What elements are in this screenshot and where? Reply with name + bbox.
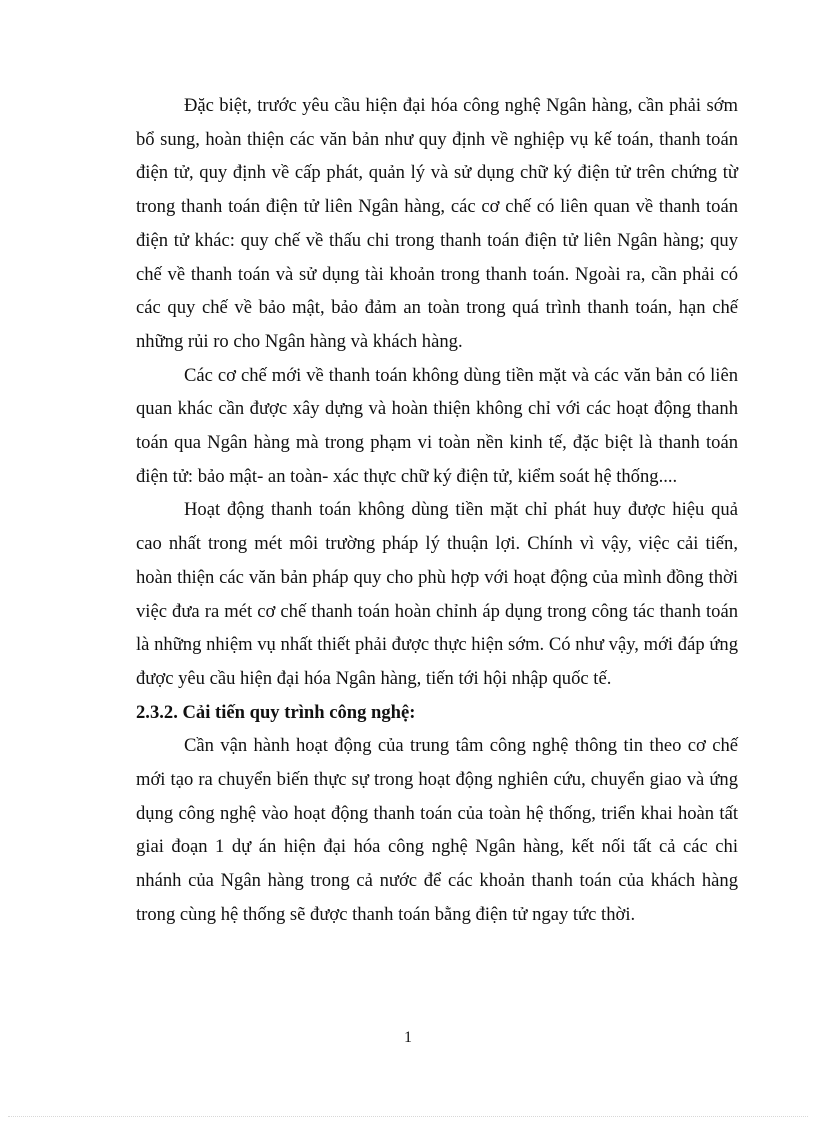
- document-page: [136, 89, 738, 932]
- page-bottom-divider: [8, 1116, 808, 1117]
- paragraph-2: Các cơ chế mới về thanh toán không dùng tiền mặt và các văn bản có liên quan khác cần được xây dựng và hoàn thiện không chỉ với các hoạt động thanh toán qua Ngân hàng mà trong phạm vi toàn nền kinh tế, đặc biệt là thanh toán điện tử: bảo mật- an toàn- xác thực chữ ký điện tử, kiểm soát hệ thống....: [136, 364, 738, 487]
- section-paragraph: Cần vận hành hoạt động của trung tâm công nghệ thông tin theo cơ chế mới tạo ra chuyển biến thực sự trong hoạt động nghiên cứu, chuyển giao và ứng dụng công nghệ vào hoạt động thanh toán của toàn hệ thống, triển khai hoàn tất giai đoạn 1 dự án hiện đại hóa công nghệ Ngân hàng, kết nối tất cả các chi nhánh của Ngân hàng trong cả nước để các khoản thanh toán của khách hàng trong cùng hệ thống sẽ được thanh toán bằng điện tử ngay tức thời.: [136, 735, 738, 925]
- paragraph-1: Đặc biệt, trước yêu cầu hiện đại hóa công nghệ Ngân hàng, cần phải sớm bổ sung, hoàn thiện các văn bản như quy định về nghiệp vụ kế toán, thanh toán điện tử, quy định về cấp phát, quản lý và sử dụng chữ ký điện tử trên chứng từ trong thanh toán điện tử liên Ngân hàng, các cơ chế có liên quan về thanh toán điện tử khác: quy chế về thấu chi trong thanh toán điện tử liên Ngân hàng; quy chế về thanh toán và sử dụng tài khoản trong thanh toán. Ngoài ra, cần phải có các quy chế về bảo mật, bảo đảm an toàn trong quá trình thanh toán, hạn chế những rủi ro cho Ngân hàng và khách hàng.: [136, 95, 738, 352]
- section-heading: 2.3.2. Cải tiến quy trình công nghệ:: [136, 701, 416, 723]
- page-number: 1: [404, 1029, 412, 1046]
- paragraph-3: Hoạt động thanh toán không dùng tiền mặt chỉ phát huy được hiệu quả cao nhất trong mét môi trường pháp lý thuận lợi. Chính vì vậy, việc cải tiến, hoàn thiện các văn bản pháp quy cho phù hợp với hoạt động của mình đồng thời việc đưa ra mét cơ chế thanh toán hoàn chỉnh áp dụng trong công tác thanh toán là những nhiệm vụ nhất thiết phải được thực hiện sớm. Có như vậy, mới đáp ứng được yêu cầu hiện đại hóa Ngân hàng, tiến tới hội nhập quốc tế.: [136, 499, 738, 689]
